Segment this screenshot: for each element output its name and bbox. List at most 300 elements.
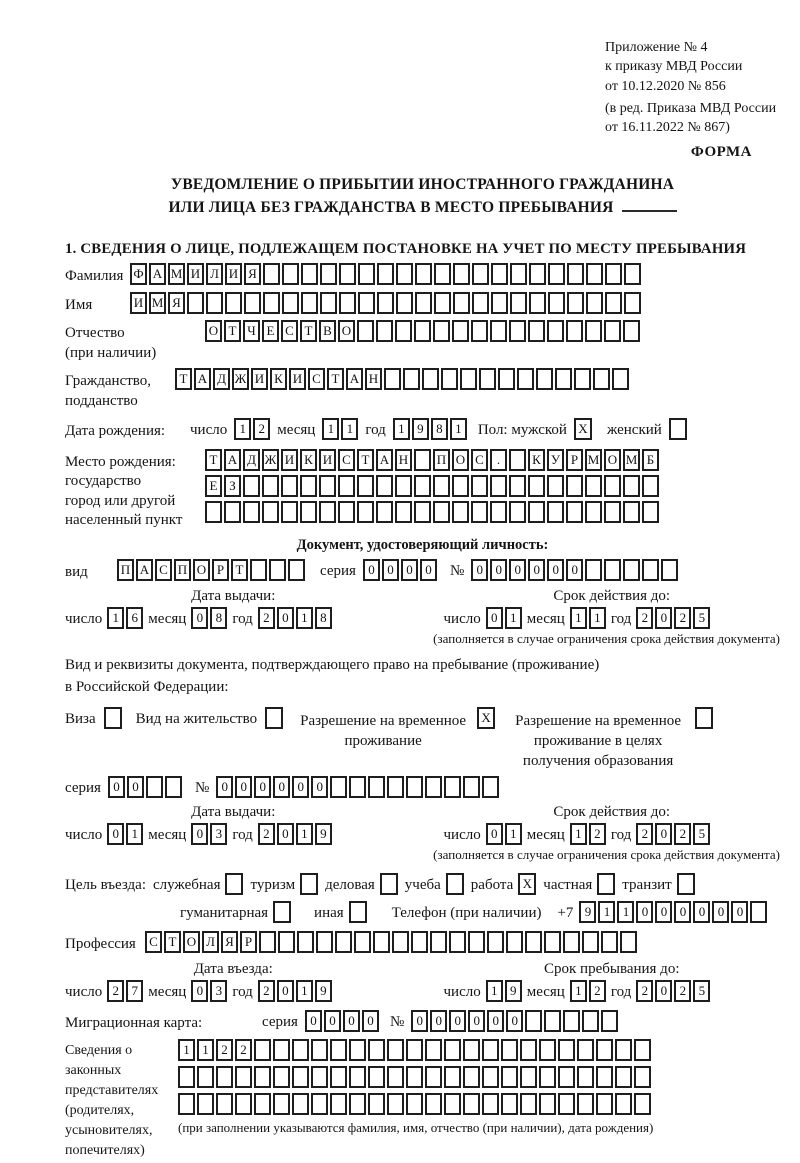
char-cell[interactable]: Е: [205, 475, 222, 497]
char-cell[interactable]: [498, 368, 515, 390]
char-cell[interactable]: 2: [216, 1039, 233, 1061]
doc-number-cells[interactable]: [471, 559, 678, 581]
char-cell[interactable]: [349, 1066, 366, 1088]
char-cell[interactable]: [593, 368, 610, 390]
char-cell[interactable]: Ф: [130, 263, 147, 285]
char-cell[interactable]: 9: [412, 418, 429, 440]
char-cell[interactable]: [320, 292, 337, 314]
char-cell[interactable]: [273, 1093, 290, 1115]
char-cell[interactable]: [319, 475, 336, 497]
iddoc-valid-month-cells[interactable]: [570, 607, 606, 629]
char-cell[interactable]: 1: [296, 980, 313, 1002]
char-cell[interactable]: [547, 320, 564, 342]
char-cell[interactable]: 0: [127, 776, 144, 798]
char-cell[interactable]: [623, 475, 640, 497]
char-cell[interactable]: [491, 292, 508, 314]
char-cell[interactable]: 2: [674, 980, 691, 1002]
char-cell[interactable]: [430, 931, 447, 953]
char-cell[interactable]: [468, 931, 485, 953]
char-cell[interactable]: 0: [411, 1010, 428, 1032]
char-cell[interactable]: 0: [362, 1010, 379, 1032]
char-cell[interactable]: [433, 475, 450, 497]
entry-day-cells[interactable]: [107, 980, 143, 1002]
char-cell[interactable]: [225, 292, 242, 314]
purpose-tourism-checkbox[interactable]: [300, 873, 318, 895]
doc-series-cells[interactable]: [363, 559, 437, 581]
char-cell[interactable]: Н: [365, 368, 382, 390]
char-cell[interactable]: [425, 776, 442, 798]
purpose-work-checkbox[interactable]: X: [518, 873, 536, 895]
char-cell[interactable]: Т: [175, 368, 192, 390]
char-cell[interactable]: 1: [393, 418, 410, 440]
char-cell[interactable]: И: [187, 263, 204, 285]
char-cell[interactable]: [254, 1093, 271, 1115]
char-cell[interactable]: [623, 501, 640, 523]
char-cell[interactable]: [178, 1093, 195, 1115]
char-cell[interactable]: [444, 776, 461, 798]
char-cell[interactable]: 0: [292, 776, 309, 798]
char-cell[interactable]: [605, 263, 622, 285]
char-cell[interactable]: [262, 475, 279, 497]
char-cell[interactable]: 0: [363, 559, 380, 581]
char-cell[interactable]: 0: [324, 1010, 341, 1032]
char-cell[interactable]: [558, 1039, 575, 1061]
char-cell[interactable]: [273, 1039, 290, 1061]
char-cell[interactable]: 1: [296, 607, 313, 629]
char-cell[interactable]: 1: [505, 823, 522, 845]
char-cell[interactable]: М: [585, 449, 602, 471]
char-cell[interactable]: 0: [693, 901, 710, 923]
char-cell[interactable]: [403, 368, 420, 390]
char-cell[interactable]: 0: [107, 823, 124, 845]
char-cell[interactable]: 8: [315, 607, 332, 629]
char-cell[interactable]: [490, 501, 507, 523]
permit-issued-month-cells[interactable]: [191, 823, 227, 845]
char-cell[interactable]: [528, 475, 545, 497]
char-cell[interactable]: [414, 475, 431, 497]
char-cell[interactable]: 0: [547, 559, 564, 581]
char-cell[interactable]: 2: [589, 980, 606, 1002]
char-cell[interactable]: [491, 263, 508, 285]
char-cell[interactable]: [506, 931, 523, 953]
char-cell[interactable]: [482, 1039, 499, 1061]
char-cell[interactable]: 0: [636, 901, 653, 923]
permit-valid-day-cells[interactable]: [486, 823, 522, 845]
char-cell[interactable]: [567, 292, 584, 314]
char-cell[interactable]: [596, 1039, 613, 1061]
char-cell[interactable]: Л: [202, 931, 219, 953]
char-cell[interactable]: [623, 320, 640, 342]
char-cell[interactable]: 1: [234, 418, 251, 440]
char-cell[interactable]: [301, 292, 318, 314]
char-cell[interactable]: [566, 475, 583, 497]
char-cell[interactable]: [634, 1039, 651, 1061]
char-cell[interactable]: [278, 931, 295, 953]
char-cell[interactable]: [548, 263, 565, 285]
char-cell[interactable]: [254, 1066, 271, 1088]
iddoc-issued-day-cells[interactable]: [107, 607, 143, 629]
char-cell[interactable]: [620, 931, 637, 953]
char-cell[interactable]: [612, 368, 629, 390]
char-cell[interactable]: [479, 368, 496, 390]
purpose-other-checkbox[interactable]: [349, 901, 367, 923]
char-cell[interactable]: [463, 1039, 480, 1061]
char-cell[interactable]: С: [145, 931, 162, 953]
char-cell[interactable]: [254, 1039, 271, 1061]
char-cell[interactable]: [368, 1093, 385, 1115]
char-cell[interactable]: [520, 1066, 537, 1088]
char-cell[interactable]: 2: [253, 418, 270, 440]
char-cell[interactable]: [263, 292, 280, 314]
char-cell[interactable]: [205, 501, 222, 523]
char-cell[interactable]: [311, 1066, 328, 1088]
char-cell[interactable]: 0: [471, 559, 488, 581]
char-cell[interactable]: [444, 1039, 461, 1061]
char-cell[interactable]: 3: [210, 980, 227, 1002]
char-cell[interactable]: М: [623, 449, 640, 471]
char-cell[interactable]: [525, 931, 542, 953]
char-cell[interactable]: [517, 368, 534, 390]
char-cell[interactable]: 0: [277, 980, 294, 1002]
entry-year-cells[interactable]: [258, 980, 332, 1002]
char-cell[interactable]: 0: [382, 559, 399, 581]
purpose-transit-checkbox[interactable]: [677, 873, 695, 895]
char-cell[interactable]: [642, 559, 659, 581]
char-cell[interactable]: [368, 1039, 385, 1061]
char-cell[interactable]: 0: [277, 823, 294, 845]
char-cell[interactable]: Д: [213, 368, 230, 390]
char-cell[interactable]: [472, 263, 489, 285]
char-cell[interactable]: [414, 320, 431, 342]
char-cell[interactable]: [529, 263, 546, 285]
char-cell[interactable]: [354, 931, 371, 953]
char-cell[interactable]: [520, 1039, 537, 1061]
char-cell[interactable]: [358, 263, 375, 285]
char-cell[interactable]: К: [270, 368, 287, 390]
sex-female-checkbox[interactable]: [669, 418, 687, 440]
char-cell[interactable]: [376, 320, 393, 342]
char-cell[interactable]: 1: [197, 1039, 214, 1061]
char-cell[interactable]: 0: [655, 607, 672, 629]
residence-permit-checkbox[interactable]: [265, 707, 283, 729]
char-cell[interactable]: И: [281, 449, 298, 471]
char-cell[interactable]: 0: [506, 1010, 523, 1032]
iddoc-valid-year-cells[interactable]: [636, 607, 710, 629]
char-cell[interactable]: 2: [107, 980, 124, 1002]
sex-male-checkbox[interactable]: X: [574, 418, 592, 440]
char-cell[interactable]: [661, 559, 678, 581]
char-cell[interactable]: [357, 501, 374, 523]
char-cell[interactable]: [263, 263, 280, 285]
char-cell[interactable]: 0: [401, 559, 418, 581]
char-cell[interactable]: [250, 559, 267, 581]
char-cell[interactable]: [604, 475, 621, 497]
char-cell[interactable]: 1: [505, 607, 522, 629]
char-cell[interactable]: [528, 501, 545, 523]
iddoc-issued-year-cells[interactable]: [258, 607, 332, 629]
char-cell[interactable]: Р: [212, 559, 229, 581]
char-cell[interactable]: 9: [505, 980, 522, 1002]
char-cell[interactable]: [434, 263, 451, 285]
char-cell[interactable]: 1: [570, 823, 587, 845]
char-cell[interactable]: [224, 501, 241, 523]
char-cell[interactable]: Л: [206, 263, 223, 285]
char-cell[interactable]: [601, 931, 618, 953]
char-cell[interactable]: [509, 449, 526, 471]
char-cell[interactable]: [165, 776, 182, 798]
char-cell[interactable]: [392, 931, 409, 953]
char-cell[interactable]: [566, 320, 583, 342]
citizenship-cells[interactable]: [175, 368, 629, 390]
stay-until-month-cells[interactable]: [570, 980, 606, 1002]
char-cell[interactable]: А: [194, 368, 211, 390]
char-cell[interactable]: 9: [579, 901, 596, 923]
char-cell[interactable]: [452, 501, 469, 523]
char-cell[interactable]: [395, 475, 412, 497]
char-cell[interactable]: [330, 1093, 347, 1115]
permit-issued-year-cells[interactable]: [258, 823, 332, 845]
char-cell[interactable]: 9: [315, 980, 332, 1002]
char-cell[interactable]: [262, 501, 279, 523]
char-cell[interactable]: [406, 1093, 423, 1115]
firstname-cells[interactable]: [130, 292, 641, 314]
char-cell[interactable]: Д: [243, 449, 260, 471]
visa-checkbox[interactable]: [104, 707, 122, 729]
char-cell[interactable]: [482, 1093, 499, 1115]
char-cell[interactable]: [425, 1039, 442, 1061]
char-cell[interactable]: [441, 368, 458, 390]
char-cell[interactable]: [387, 776, 404, 798]
char-cell[interactable]: И: [319, 449, 336, 471]
char-cell[interactable]: [604, 320, 621, 342]
char-cell[interactable]: 0: [311, 776, 328, 798]
char-cell[interactable]: [577, 1066, 594, 1088]
char-cell[interactable]: [396, 292, 413, 314]
char-cell[interactable]: 1: [341, 418, 358, 440]
char-cell[interactable]: [330, 776, 347, 798]
char-cell[interactable]: [338, 475, 355, 497]
char-cell[interactable]: [563, 931, 580, 953]
char-cell[interactable]: 0: [655, 901, 672, 923]
char-cell[interactable]: [453, 292, 470, 314]
char-cell[interactable]: [282, 292, 299, 314]
char-cell[interactable]: [623, 559, 640, 581]
char-cell[interactable]: 0: [191, 607, 208, 629]
char-cell[interactable]: [311, 1039, 328, 1061]
char-cell[interactable]: Т: [327, 368, 344, 390]
permit-series-cells[interactable]: [108, 776, 182, 798]
char-cell[interactable]: [292, 1093, 309, 1115]
char-cell[interactable]: [349, 1093, 366, 1115]
char-cell[interactable]: [582, 931, 599, 953]
birth-month-cells[interactable]: [322, 418, 358, 440]
permit-issued-day-cells[interactable]: [107, 823, 143, 845]
birthplace-row3-cells[interactable]: [205, 501, 659, 523]
char-cell[interactable]: П: [174, 559, 191, 581]
char-cell[interactable]: 2: [258, 823, 275, 845]
char-cell[interactable]: 0: [420, 559, 437, 581]
char-cell[interactable]: 0: [216, 776, 233, 798]
char-cell[interactable]: 2: [589, 823, 606, 845]
char-cell[interactable]: 0: [655, 823, 672, 845]
representatives-row2-cells[interactable]: [178, 1066, 653, 1088]
char-cell[interactable]: [349, 776, 366, 798]
char-cell[interactable]: 1: [486, 980, 503, 1002]
char-cell[interactable]: О: [205, 320, 222, 342]
char-cell[interactable]: [449, 931, 466, 953]
char-cell[interactable]: [547, 501, 564, 523]
char-cell[interactable]: 9: [315, 823, 332, 845]
char-cell[interactable]: [411, 931, 428, 953]
char-cell[interactable]: И: [130, 292, 147, 314]
char-cell[interactable]: [395, 320, 412, 342]
char-cell[interactable]: 5: [693, 823, 710, 845]
char-cell[interactable]: [259, 931, 276, 953]
char-cell[interactable]: А: [224, 449, 241, 471]
char-cell[interactable]: [501, 1066, 518, 1088]
char-cell[interactable]: [197, 1066, 214, 1088]
char-cell[interactable]: 0: [486, 607, 503, 629]
char-cell[interactable]: [281, 475, 298, 497]
char-cell[interactable]: [187, 292, 204, 314]
char-cell[interactable]: [396, 263, 413, 285]
char-cell[interactable]: [311, 1093, 328, 1115]
char-cell[interactable]: [585, 501, 602, 523]
char-cell[interactable]: [319, 501, 336, 523]
char-cell[interactable]: М: [168, 263, 185, 285]
char-cell[interactable]: К: [528, 449, 545, 471]
char-cell[interactable]: [463, 1093, 480, 1115]
char-cell[interactable]: [406, 1066, 423, 1088]
char-cell[interactable]: А: [346, 368, 363, 390]
char-cell[interactable]: [529, 292, 546, 314]
char-cell[interactable]: [216, 1093, 233, 1115]
char-cell[interactable]: [544, 1010, 561, 1032]
stay-until-day-cells[interactable]: [486, 980, 522, 1002]
char-cell[interactable]: [273, 1066, 290, 1088]
char-cell[interactable]: [330, 1039, 347, 1061]
char-cell[interactable]: [349, 1039, 366, 1061]
char-cell[interactable]: К: [300, 449, 317, 471]
char-cell[interactable]: [406, 1039, 423, 1061]
char-cell[interactable]: [197, 1093, 214, 1115]
char-cell[interactable]: Б: [642, 449, 659, 471]
char-cell[interactable]: [406, 776, 423, 798]
char-cell[interactable]: 2: [258, 607, 275, 629]
char-cell[interactable]: [387, 1093, 404, 1115]
char-cell[interactable]: Р: [566, 449, 583, 471]
char-cell[interactable]: [301, 263, 318, 285]
char-cell[interactable]: [558, 1066, 575, 1088]
char-cell[interactable]: 0: [108, 776, 125, 798]
char-cell[interactable]: [520, 1093, 537, 1115]
char-cell[interactable]: 1: [126, 823, 143, 845]
char-cell[interactable]: 1: [617, 901, 634, 923]
char-cell[interactable]: 1: [570, 980, 587, 1002]
iddoc-issued-month-cells[interactable]: [191, 607, 227, 629]
char-cell[interactable]: [434, 292, 451, 314]
char-cell[interactable]: Ч: [243, 320, 260, 342]
char-cell[interactable]: [487, 931, 504, 953]
char-cell[interactable]: [425, 1066, 442, 1088]
birth-year-cells[interactable]: [393, 418, 467, 440]
char-cell[interactable]: [615, 1093, 632, 1115]
char-cell[interactable]: З: [224, 475, 241, 497]
char-cell[interactable]: 0: [191, 980, 208, 1002]
char-cell[interactable]: 0: [235, 776, 252, 798]
char-cell[interactable]: 0: [191, 823, 208, 845]
char-cell[interactable]: 1: [589, 607, 606, 629]
char-cell[interactable]: [292, 1039, 309, 1061]
char-cell[interactable]: [567, 263, 584, 285]
char-cell[interactable]: [444, 1066, 461, 1088]
char-cell[interactable]: [525, 1010, 542, 1032]
char-cell[interactable]: 2: [235, 1039, 252, 1061]
char-cell[interactable]: [376, 475, 393, 497]
char-cell[interactable]: 2: [674, 823, 691, 845]
birthplace-row1-cells[interactable]: [205, 449, 659, 471]
char-cell[interactable]: 2: [636, 823, 653, 845]
char-cell[interactable]: [377, 292, 394, 314]
char-cell[interactable]: [472, 292, 489, 314]
char-cell[interactable]: 2: [636, 607, 653, 629]
char-cell[interactable]: [750, 901, 767, 923]
char-cell[interactable]: [585, 559, 602, 581]
char-cell[interactable]: [288, 559, 305, 581]
char-cell[interactable]: [501, 1093, 518, 1115]
char-cell[interactable]: [548, 292, 565, 314]
char-cell[interactable]: [586, 292, 603, 314]
char-cell[interactable]: 1: [178, 1039, 195, 1061]
char-cell[interactable]: И: [289, 368, 306, 390]
purpose-business-checkbox[interactable]: [225, 873, 243, 895]
char-cell[interactable]: [339, 292, 356, 314]
char-cell[interactable]: [387, 1066, 404, 1088]
char-cell[interactable]: [368, 776, 385, 798]
char-cell[interactable]: 0: [528, 559, 545, 581]
entry-month-cells[interactable]: [191, 980, 227, 1002]
char-cell[interactable]: В: [319, 320, 336, 342]
char-cell[interactable]: Т: [300, 320, 317, 342]
char-cell[interactable]: [566, 501, 583, 523]
char-cell[interactable]: 0: [273, 776, 290, 798]
char-cell[interactable]: [574, 368, 591, 390]
char-cell[interactable]: 8: [431, 418, 448, 440]
char-cell[interactable]: Ж: [232, 368, 249, 390]
char-cell[interactable]: 0: [305, 1010, 322, 1032]
char-cell[interactable]: С: [338, 449, 355, 471]
char-cell[interactable]: Т: [205, 449, 222, 471]
char-cell[interactable]: М: [149, 292, 166, 314]
permit-valid-year-cells[interactable]: [636, 823, 710, 845]
char-cell[interactable]: [357, 320, 374, 342]
migcard-series-cells[interactable]: [305, 1010, 379, 1032]
char-cell[interactable]: [490, 320, 507, 342]
char-cell[interactable]: [373, 931, 390, 953]
char-cell[interactable]: [585, 320, 602, 342]
stay-until-year-cells[interactable]: [636, 980, 710, 1002]
char-cell[interactable]: [604, 501, 621, 523]
char-cell[interactable]: [604, 559, 621, 581]
char-cell[interactable]: [387, 1039, 404, 1061]
char-cell[interactable]: Р: [240, 931, 257, 953]
char-cell[interactable]: [601, 1010, 618, 1032]
char-cell[interactable]: [243, 475, 260, 497]
char-cell[interactable]: О: [338, 320, 355, 342]
char-cell[interactable]: [624, 263, 641, 285]
char-cell[interactable]: [376, 501, 393, 523]
char-cell[interactable]: [536, 368, 553, 390]
